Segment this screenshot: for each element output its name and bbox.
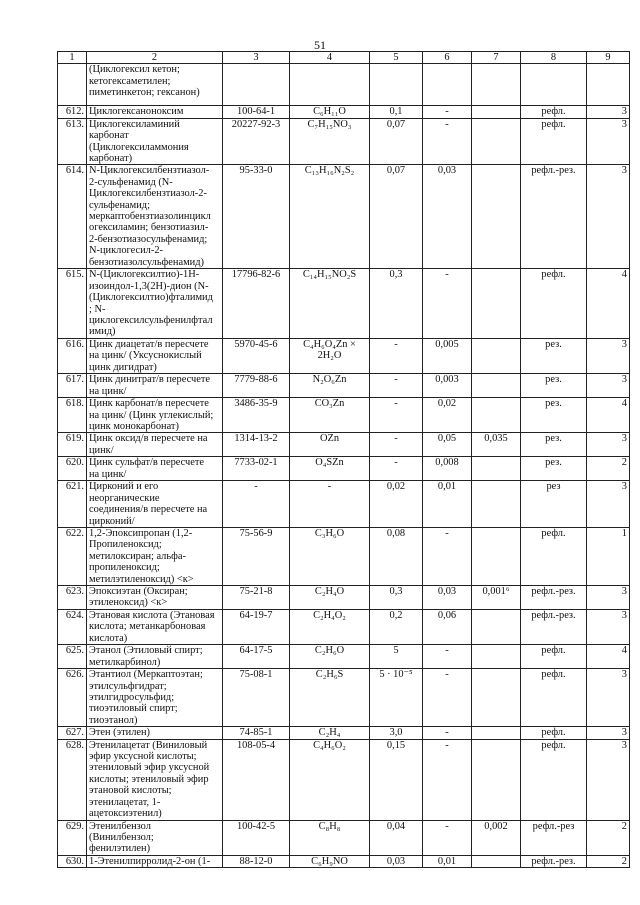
cas-number: 88-12-0	[223, 855, 290, 867]
value-col-5: 0,03	[370, 855, 423, 867]
row-number: 616.	[58, 338, 87, 373]
hygiene-standards-table	[57, 51, 630, 868]
hazard-class: 3	[587, 118, 630, 165]
cas-number: 17796-82-6	[223, 269, 290, 338]
value-col-7	[472, 645, 521, 669]
row-number: 630.	[58, 855, 87, 867]
chemical-formula: N₂O₆Zn	[290, 374, 370, 398]
row-number: 615.	[58, 269, 87, 338]
value-col-7	[472, 727, 521, 739]
cas-number: 7779-88-6	[223, 374, 290, 398]
hazard-class: 4	[587, 269, 630, 338]
hazard-class: 2	[587, 820, 630, 855]
value-col-7	[472, 855, 521, 867]
hazard-class: 3	[587, 106, 630, 118]
value-col-5: 0,2	[370, 609, 423, 644]
cas-number: 1314-13-2	[223, 433, 290, 457]
value-col-6: -	[423, 739, 472, 820]
value-col-5: -	[370, 338, 423, 373]
substance-name: Этен (этилен)	[87, 727, 223, 739]
hazard-class: 3	[587, 669, 630, 727]
hazard-class: 2	[587, 855, 630, 867]
value-col-7	[472, 64, 521, 106]
table-row	[58, 727, 630, 739]
table-row	[58, 433, 630, 457]
table-row	[58, 739, 630, 820]
cas-number: 108-05-4	[223, 739, 290, 820]
chemical-formula: C₂H₆O	[290, 645, 370, 669]
column-header: 2	[87, 52, 223, 64]
value-col-6: 0,01	[423, 855, 472, 867]
substance-name: Цинк оксид/в пересчете на цинк/	[87, 433, 223, 457]
value-col-5: 0,02	[370, 481, 423, 528]
chemical-formula: C₂H₄O	[290, 585, 370, 609]
table-row	[58, 374, 630, 398]
substance-name: Этенилацетат (Виниловый эфир уксусной кислоты; этениловый эфир уксусной кислоты; этениловый эфир этановой кислоты; этенилацетат, 1- ацетоксиэтенил)	[87, 739, 223, 820]
substance-name: Этенилбензол (Винилбензол; фенилэтилен)	[87, 820, 223, 855]
action-type: рефл.	[521, 669, 587, 727]
column-header: 4	[290, 52, 370, 64]
value-col-5: -	[370, 398, 423, 433]
chemical-formula: C₂H₄O₂	[290, 609, 370, 644]
substance-name: Эпоксиэтан (Оксиран; этиленоксид) <к>	[87, 585, 223, 609]
chemical-formula: C₄H₆O₄Zn × 2H₂O	[290, 338, 370, 373]
value-col-6: 0,05	[423, 433, 472, 457]
value-col-7	[472, 374, 521, 398]
hazard-class: 3	[587, 481, 630, 528]
substance-name: Цинк сульфат/в пересчете на цинк/	[87, 457, 223, 481]
substance-name: 1,2-Эпоксипропан (1,2- Пропиленоксид; метилоксиран; альфа- пропиленоксид; метилэтиленоксид) <к>	[87, 527, 223, 585]
action-type: рез.	[521, 338, 587, 373]
value-col-6: 0,03	[423, 585, 472, 609]
row-number: 620.	[58, 457, 87, 481]
value-col-7	[472, 527, 521, 585]
substance-name: (Циклогексил кетон; кетогексаметилен; пиметинкетон; гексанон)	[87, 64, 223, 106]
value-col-6: -	[423, 269, 472, 338]
value-col-7: 0,002	[472, 820, 521, 855]
chemical-formula: C₁₄H₁₅NO₂S	[290, 269, 370, 338]
value-col-5: 5	[370, 645, 423, 669]
hazard-class: 3	[587, 739, 630, 820]
cas-number: -	[223, 481, 290, 528]
cas-number: 75-56-9	[223, 527, 290, 585]
chemical-formula: C₇H₁₅NO₃	[290, 118, 370, 165]
value-col-5: 0,15	[370, 739, 423, 820]
value-col-6: 0,06	[423, 609, 472, 644]
value-col-5: 3,0	[370, 727, 423, 739]
substance-name: Цинк карбонат/в пересчете на цинк/ (Цинк углекислый; цинк монокарбонат)	[87, 398, 223, 433]
value-col-5: 0,08	[370, 527, 423, 585]
substance-name: Циклогексиламиний карбонат (Циклогексиламмония карбонат)	[87, 118, 223, 165]
action-type: рефл.	[521, 739, 587, 820]
value-col-6: -	[423, 106, 472, 118]
value-col-7	[472, 609, 521, 644]
value-col-7	[472, 739, 521, 820]
value-col-7	[472, 118, 521, 165]
hazard-class: 3	[587, 433, 630, 457]
action-type: рефл.	[521, 727, 587, 739]
chemical-formula	[290, 64, 370, 106]
table-row	[58, 481, 630, 528]
substance-name: Цинк динитрат/в пересчете на цинк/	[87, 374, 223, 398]
cas-number	[223, 64, 290, 106]
table-row	[58, 645, 630, 669]
value-col-6: -	[423, 527, 472, 585]
action-type: рефл.-рез	[521, 820, 587, 855]
value-col-7	[472, 398, 521, 433]
row-number: 614.	[58, 165, 87, 269]
action-type: рефл.-рез.	[521, 165, 587, 269]
value-col-5: 0,1	[370, 106, 423, 118]
value-col-5: -	[370, 457, 423, 481]
action-type: рефл.-рез.	[521, 609, 587, 644]
cas-number: 3486-35-9	[223, 398, 290, 433]
chemical-formula: C₂H₆S	[290, 669, 370, 727]
action-type: рез	[521, 481, 587, 528]
hazard-class: 3	[587, 338, 630, 373]
value-col-5	[370, 64, 423, 106]
column-header: 6	[423, 52, 472, 64]
column-header: 1	[58, 52, 87, 64]
action-type: рез.	[521, 374, 587, 398]
value-col-7	[472, 106, 521, 118]
table-row	[58, 669, 630, 727]
hazard-class: 3	[587, 727, 630, 739]
chemical-formula: OZn	[290, 433, 370, 457]
row-number: 626.	[58, 669, 87, 727]
substance-name: N-(Циклогексилтио)-1Н- изоиндол-1,3(2Н)-дион (N- (Циклогексилтио)фталимид ; N- циклогексилсульфенилфтал имид)	[87, 269, 223, 338]
value-col-7: 0,035	[472, 433, 521, 457]
action-type: рефл.	[521, 106, 587, 118]
row-number: 619.	[58, 433, 87, 457]
row-number: 627.	[58, 727, 87, 739]
column-header: 9	[587, 52, 630, 64]
substance-name: Этановая кислота (Этановая кислота; метанкарбоновая кислота)	[87, 609, 223, 644]
substance-name: Этанол (Этиловый спирт; метилкарбинол)	[87, 645, 223, 669]
row-number	[58, 64, 87, 106]
cas-number: 64-19-7	[223, 609, 290, 644]
row-number: 629.	[58, 820, 87, 855]
cas-number: 95-33-0	[223, 165, 290, 269]
column-header: 7	[472, 52, 521, 64]
row-number: 618.	[58, 398, 87, 433]
row-number: 628.	[58, 739, 87, 820]
chemical-formula: C₄H₆O₂	[290, 739, 370, 820]
value-col-6: 0,02	[423, 398, 472, 433]
cas-number: 100-64-1	[223, 106, 290, 118]
column-header: 5	[370, 52, 423, 64]
value-col-6: 0,005	[423, 338, 472, 373]
table-row	[58, 118, 630, 165]
row-number: 624.	[58, 609, 87, 644]
action-type: рефл.-рез.	[521, 585, 587, 609]
action-type: рез.	[521, 398, 587, 433]
action-type: рефл.	[521, 527, 587, 585]
substance-name: Цирконий и его неорганические соединения/в пересчете на цирконий/	[87, 481, 223, 528]
substance-name: N-Циклогексилбензтиазол- 2-сульфенамид (N- Циклогексилбензтиазол-2- сульфенамид; меркаптобензтиазолинцикл огексиламин; бензотиазил- 2-бензотиазосульфенамид; N-циклогесил-2- бензотиазолсульфенамид)	[87, 165, 223, 269]
hazard-class: 3	[587, 374, 630, 398]
hazard-class: 1	[587, 527, 630, 585]
value-col-6	[423, 64, 472, 106]
action-type: рефл.	[521, 118, 587, 165]
action-type	[521, 64, 587, 106]
table-row	[58, 527, 630, 585]
row-number: 613.	[58, 118, 87, 165]
action-type: рефл.	[521, 645, 587, 669]
value-col-5: 0,07	[370, 118, 423, 165]
chemical-formula: C₃H₆O	[290, 527, 370, 585]
value-col-5: 5 · 10⁻⁵	[370, 669, 423, 727]
hazard-class: 2	[587, 457, 630, 481]
value-col-6: 0,03	[423, 165, 472, 269]
hazard-class	[587, 64, 630, 106]
value-col-5: -	[370, 433, 423, 457]
value-col-7: 0,001⁶	[472, 585, 521, 609]
action-type: рефл.-рез.	[521, 855, 587, 867]
cas-number: 74-85-1	[223, 727, 290, 739]
value-col-6: -	[423, 727, 472, 739]
table-row	[58, 165, 630, 269]
cas-number: 64-17-5	[223, 645, 290, 669]
table-row	[58, 64, 630, 106]
value-col-7	[472, 481, 521, 528]
column-header: 8	[521, 52, 587, 64]
value-col-6: 0,01	[423, 481, 472, 528]
hazard-class: 3	[587, 585, 630, 609]
table-body	[58, 64, 630, 868]
chemical-formula: C₆H₉NO	[290, 855, 370, 867]
action-type: рефл.	[521, 269, 587, 338]
value-col-6: -	[423, 118, 472, 165]
value-col-7	[472, 338, 521, 373]
column-header: 3	[223, 52, 290, 64]
table-header-row	[58, 52, 630, 64]
table-row	[58, 609, 630, 644]
value-col-7	[472, 457, 521, 481]
cas-number: 20227-92-3	[223, 118, 290, 165]
value-col-6: 0,003	[423, 374, 472, 398]
cas-number: 75-21-8	[223, 585, 290, 609]
chemical-formula: C₈H₈	[290, 820, 370, 855]
value-col-7	[472, 669, 521, 727]
table-row	[58, 585, 630, 609]
value-col-7	[472, 165, 521, 269]
value-col-5: 0,07	[370, 165, 423, 269]
cas-number: 100-42-5	[223, 820, 290, 855]
chemical-formula: C₂H₄	[290, 727, 370, 739]
value-col-7	[472, 269, 521, 338]
table-row	[58, 820, 630, 855]
value-col-6: 0,008	[423, 457, 472, 481]
row-number: 622.	[58, 527, 87, 585]
substance-name: Этантиол (Меркаптоэтан; этилсульфгидрат; этилгидросульфид; тиоэтиловый спирт; тиоэтанол)	[87, 669, 223, 727]
hazard-class: 4	[587, 645, 630, 669]
row-number: 621.	[58, 481, 87, 528]
table-row	[58, 338, 630, 373]
substance-name: 1-Этенилпирролид-2-он (1-	[87, 855, 223, 867]
row-number: 612.	[58, 106, 87, 118]
value-col-6: -	[423, 820, 472, 855]
row-number: 617.	[58, 374, 87, 398]
substance-name: Циклогексаноноксим	[87, 106, 223, 118]
cas-number: 5970-45-6	[223, 338, 290, 373]
value-col-5: 0,3	[370, 269, 423, 338]
table-row	[58, 106, 630, 118]
hazard-class: 3	[587, 165, 630, 269]
value-col-5: -	[370, 374, 423, 398]
chemical-formula: O₄SZn	[290, 457, 370, 481]
hazard-class: 3	[587, 609, 630, 644]
hazard-class: 4	[587, 398, 630, 433]
chemical-formula: C₆H₁₁O	[290, 106, 370, 118]
chemical-formula: C₁₃H₁₆N₂S₂	[290, 165, 370, 269]
table-row	[58, 457, 630, 481]
cas-number: 7733-02-1	[223, 457, 290, 481]
value-col-5: 0,04	[370, 820, 423, 855]
page-number: 51	[314, 38, 326, 52]
table-row	[58, 269, 630, 338]
row-number: 623.	[58, 585, 87, 609]
substance-name: Цинк диацетат/в пересчете на цинк/ (Уксуснокислый цинк дигидрат)	[87, 338, 223, 373]
row-number: 625.	[58, 645, 87, 669]
table-row	[58, 855, 630, 867]
chemical-formula: CO₃Zn	[290, 398, 370, 433]
action-type: рез.	[521, 457, 587, 481]
action-type: рез.	[521, 433, 587, 457]
value-col-5: 0,3	[370, 585, 423, 609]
table-row	[58, 398, 630, 433]
value-col-6: -	[423, 645, 472, 669]
chemical-formula: -	[290, 481, 370, 528]
cas-number: 75-08-1	[223, 669, 290, 727]
value-col-6: -	[423, 669, 472, 727]
